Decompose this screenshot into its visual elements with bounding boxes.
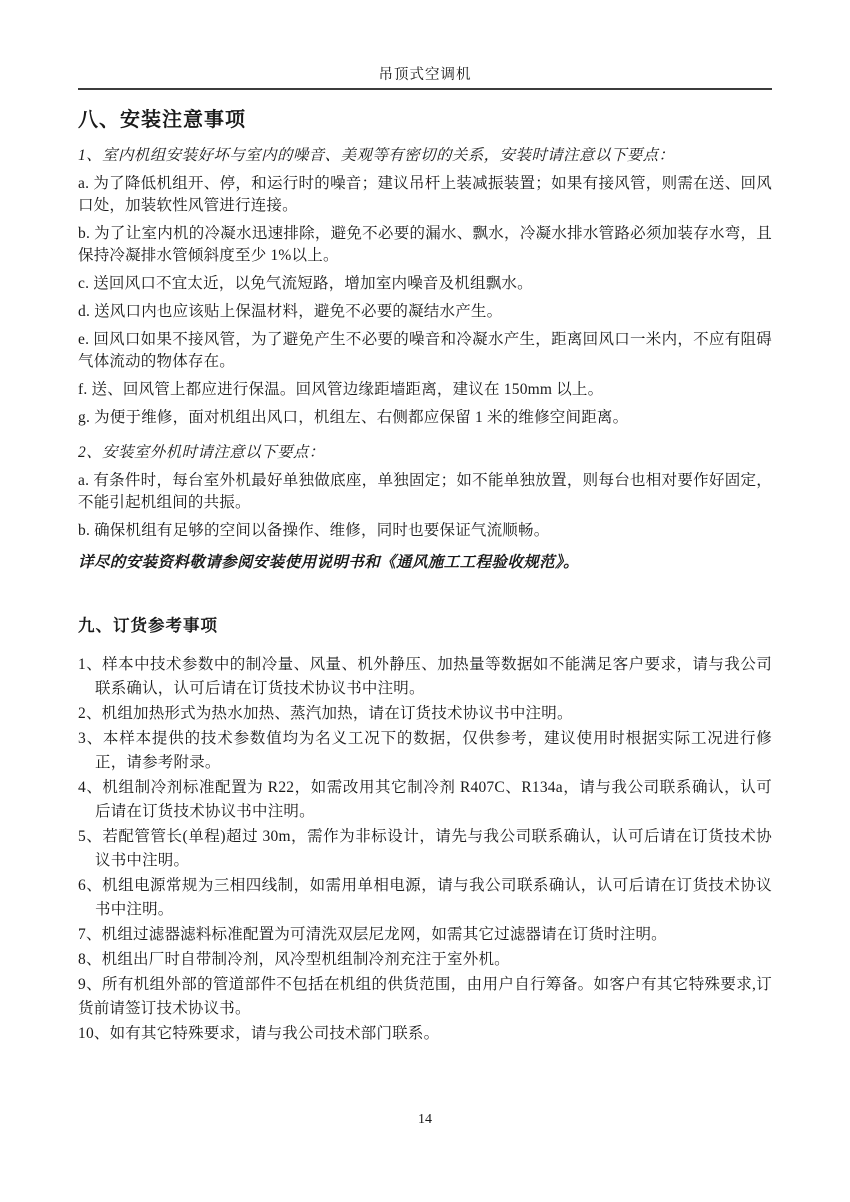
install-point-c: c. 送回风口不宜太近，以免气流短路，增加室内噪音及机组飘水。 <box>78 275 533 292</box>
running-header <box>0 0 850 84</box>
install-point-e: e. 回风口如果不接风管，为了避免产生不必要的噪音和冷凝水产生，距离回风口一米内，不应有阻碍气体流动的物体存在。 <box>78 331 772 370</box>
ordering-note-4: 4、机组制冷剂标准配置为 R22，如需改用其它制冷剂 R407C、R134a，请与我公司联系确认，认可后请在订货技术协议书中注明。 <box>78 779 772 820</box>
ordering-note-5: 5、若配管管长(单程)超过 30m，需作为非标设计，请先与我公司联系确认，认可后请在订货技术协议书中注明。 <box>78 828 772 869</box>
running-header-title: 吊顶式空调机 <box>378 67 472 83</box>
ordering-note-7: 7、机组过滤器滤料标准配置为可清洗双层尼龙网，如需其它过滤器请在订货时注明。 <box>78 926 667 943</box>
install-point-d: d. 送风口内也应该贴上保温材料，避免不必要的凝结水产生。 <box>78 303 503 320</box>
outdoor-point-a: a. 有条件时，每台室外机最好单独做底座，单独固定；如不能单独放置，则每台也相对要作好固定，不能引起机组间的共振。 <box>78 472 772 511</box>
install-point-b: b. 为了让室内机的冷凝水迅速排除，避免不必要的漏水、飘水，冷凝水排水管路必须加装存水弯，且保持冷凝排水管倾斜度至少 1%以上。 <box>78 225 772 264</box>
header-rule <box>78 88 772 90</box>
install-point-g: g. 为便于维修，面对机组出风口，机组左、右侧都应保留 1 米的维修空间距离。 <box>78 409 629 426</box>
ordering-note-2: 2、机组加热形式为热水加热、蒸汽加热，请在订货技术协议书中注明。 <box>78 705 573 722</box>
page-number: 14 <box>418 1112 432 1127</box>
section9-title: 九、订货参考事项 <box>78 617 218 635</box>
ordering-note-3: 3、本样本提供的技术参数值均为名义工况下的数据，仅供参考，建议使用时根据实际工况进行修正，请参考附录。 <box>78 730 772 771</box>
install-point-f: f. 送、回风管上都应进行保温。回风管边缘距墙距离，建议在 150mm 以上。 <box>78 381 604 398</box>
ordering-note-6: 6、机组电源常规为三相四线制，如需用单相电源，请与我公司联系确认，认可后请在订货技术协议书中注明。 <box>78 877 772 918</box>
ordering-note-8: 8、机组出厂时自带制冷剂，风冷型机组制冷剂充注于室外机。 <box>78 951 510 968</box>
ordering-notes-list <box>78 653 772 1046</box>
page-content <box>78 103 772 1046</box>
install-point-a: a. 为了降低机组开、停，和运行时的噪音；建议吊杆上装减振装置；如果有接风管，则需在送、回风口处，加装软性风管进行连接。 <box>78 175 772 214</box>
ordering-note-10: 10、如有其它特殊要求，请与我公司技术部门联系。 <box>78 1025 440 1042</box>
section8-intro-outdoor: 2、安装室外机时请注意以下要点： <box>78 444 325 461</box>
section8-title: 八、安装注意事项 <box>78 109 246 131</box>
section8-reference-note: 详尽的安装资料敬请参阅安装使用说明书和《通风施工工程验收规范》。 <box>78 554 580 571</box>
section8-intro-indoor: 1、室内机组安装好坏与室内的噪音、美观等有密切的关系，安装时请注意以下要点： <box>78 147 675 164</box>
ordering-note-9: 9、所有机组外部的管道部件不包括在机组的供货范围，由用户自行筹备。如客户有其它特殊要求,订货前请签订技术协议书。 <box>78 976 772 1017</box>
ordering-note-1: 1、样本中技术参数中的制冷量、风量、机外静压、加热量等数据如不能满足客户要求，请与我公司联系确认，认可后请在订货技术协议书中注明。 <box>78 656 772 697</box>
outdoor-point-b: b. 确保机组有足够的空间以备操作、维修，同时也要保证气流顺畅。 <box>78 522 550 539</box>
